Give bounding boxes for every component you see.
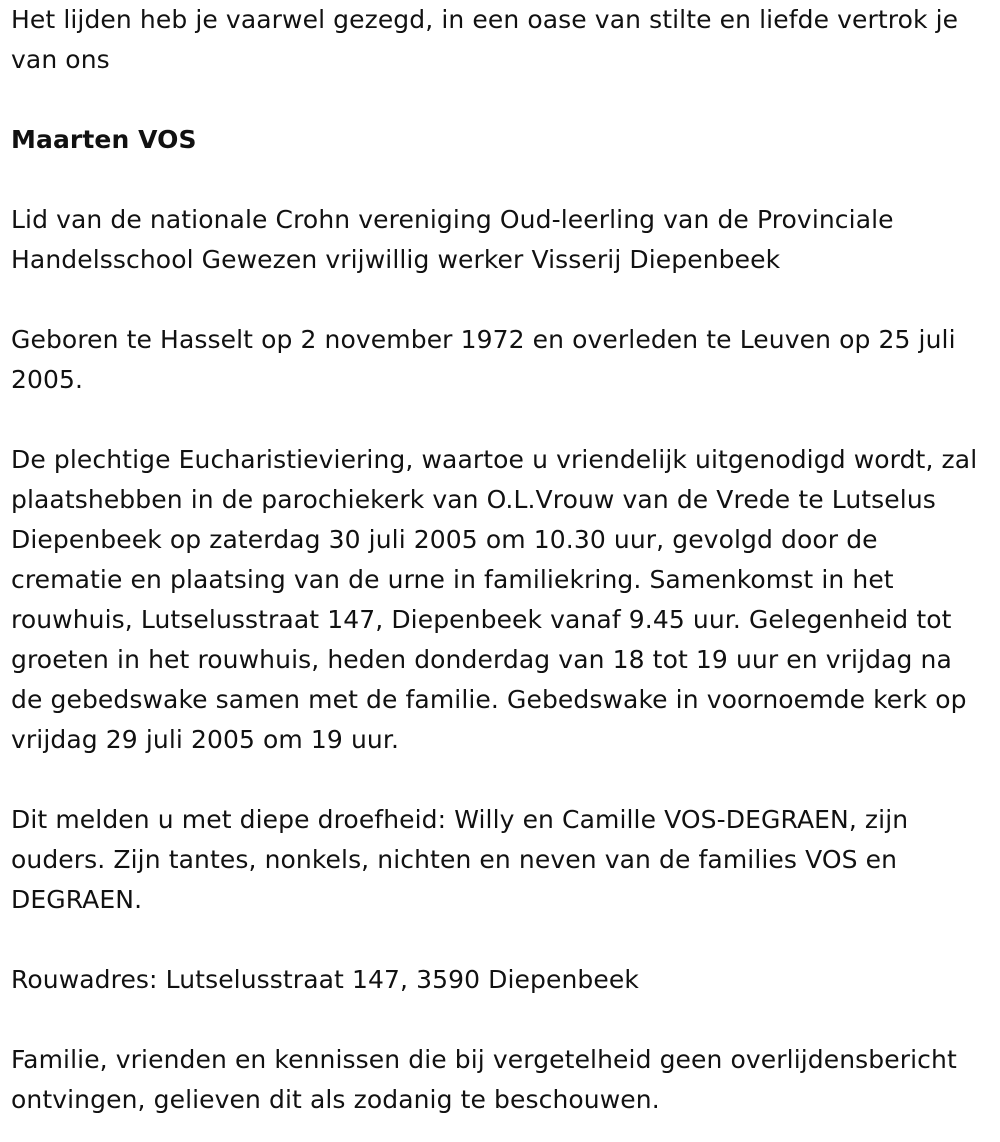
paragraph-gap (11, 400, 982, 440)
closing-text: Familie, vrienden en kennissen die bij vergetelheid geen overlijdensbericht ontvingen, gelieven dit als zodanig te beschouwen. (11, 1045, 957, 1114)
paragraph-gap (11, 80, 982, 120)
paragraph-gap (11, 280, 982, 320)
paragraph-gap (11, 1000, 982, 1040)
paragraph-gap (11, 760, 982, 800)
paragraph-gap (11, 920, 982, 960)
intro-text: Het lijden heb je vaarwel gezegd, in een oase van stilte en liefde vertrok je van ons (11, 5, 959, 74)
memberships-text: Lid van de nationale Crohn vereniging Oud-leerling van de Provinciale Handelsschool Gewezen vrijwillig werker Visserij Diepenbeek (11, 205, 894, 274)
birth-death-text: Geboren te Hasselt op 2 november 1972 en overleden te Leuven op 25 juli 2005. (11, 325, 956, 394)
ceremony-text: De plechtige Eucharistieviering, waartoe u vriendelijk uitgenodigd wordt, zal plaatshebben in de parochiekerk van O.L.Vrouw van de Vrede te Lutselus Diepenbeek op zaterdag 30 juli 2005 om 10.30 uur, gevolgd door de crematie en plaatsing van de urne in familiekring. Samenkomst in het rouwhuis, Lutselusstraat 147, Diepenbeek vanaf 9.45 uur. Gelegenheid tot groeten in het rouwhuis, heden donderdag van 18 tot 19 uur en vrijdag na de gebedswake samen met de familie. Gebedswake in voornoemde kerk op vrijdag 29 juli 2005 om 19 uur. (11, 445, 978, 754)
paragraph-gap (11, 160, 982, 200)
deceased-name: Maarten VOS (11, 125, 197, 154)
family-text: Dit melden u met diepe droefheid: Willy en Camille VOS-DEGRAEN, zijn ouders. Zijn tantes, nonkels, nichten en neven van de families VOS en DEGRAEN. (11, 805, 909, 914)
address-text: Rouwadres: Lutselusstraat 147, 3590 Diepenbeek (11, 965, 639, 994)
